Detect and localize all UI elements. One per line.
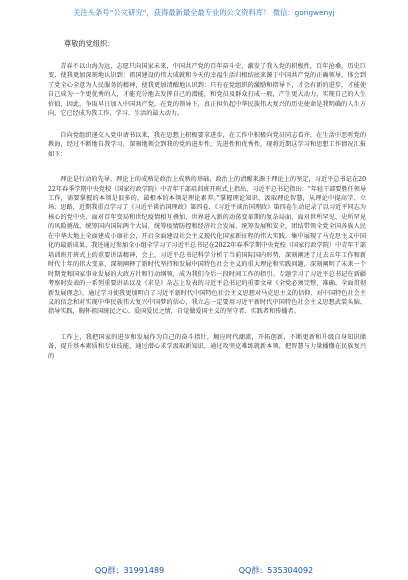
promo-header: 关注头条号“公文研究”，获得最新最全最专业的公文资料库！ 微信：gongwenyj xyxy=(73,8,335,17)
letter-body xyxy=(48,38,366,373)
paragraph-2: 自向党组织递交入党申请书以来，我在思想上积极要求进步，在工作中积极向党员同志看齐，在生活中恶听党的教诲，经过不断地自我学习，深刻地领会到我的党的进步性、先进性和优秀性，现将近期这学习和思想工作情况汇报如下： xyxy=(48,131,366,158)
paragraph-3: 理论是行动的先导，理论上的成熟是政治上成熟的基础，政治上的清醒来源于理论上的坚定，习近平总书记在2022年春季学期中央党校（国家行政学院）中青年干部培训班开班式上指出，习近平总书记指出：“年轻干部要胜任领导工作，需要掌握的本领是很多的，最根本的本领是理论素养。”掌握理论知识、汲取理论智慧，从理论中提高学、立场、思路，近期我重点学习了《习近平谈治国理政》第四卷、《习近平谈治国理政》第四卷生动记录了以习近平同志为核心的党中央，面对百年变局和世纪疫情相互叠加、世界进入新的动荡变革期的复杂局面，面对世所罕见、史所罕见的风险挑战，统筹国内国际两个大局，统筹疫情防控和经济社会发展，统筹发展和安全，团结带领全党全国各族人民在中华大地上全面建成小康社会，开启全面建设社会主义现代化国家新征程的伟大实践，集中展现了马克思主义中国化的最新成果、我还通过参加全小组全学习了习近平总书记在2022年春季学期中央党校（国家行政学院）中青年干部培训班开班式上的重要讲话精神，会上，习近平总书记科学分析了当前国际国内形势，深刻阐述了过去五年工作和新时代十年的伟大变革，深刻阐释了新时代坚持和发展中国特色社会主义的重大理论和实践问题，深刻阐明了未来一个时期党和国家事业发展的大政方针和行动纲领，成为我们今后一段时间工作的指引。专题学习了习近平总书记在新疆考察时发表的一系列重要讲话以及《求是》杂志上发表的习近平总书记的重要文章《全党必须完整、准确、全面贯彻新发展理念》，通过学习使我更加明白了习近平新时代中国特色社会主义思想对马克思主义的信仰、对中国特色社会主义的信念和对实现中华民族伟大复兴中国梦的信心，我立志一定要用习近平新时代中国特色社会主义思想武装头脑、指导实践，胸怀祖国统民之心、爱国爱民之情，自觉做爱国主义的坚守者、实践者和传播者。 xyxy=(48,176,366,316)
paragraph-4: 工作上，我把国家的进步和发展作为自己的奋斗指针，顺应时代潮流，开拓创新，不断更新和升级自身知识储备，提升基本素质和专业技能，通过潜心求学汲取新知识，通过攻坚克难练就新本领，把智慧与力量播撒在民族复兴的 xyxy=(48,333,366,360)
salutation: 尊敬的党组织： xyxy=(64,39,115,48)
qq-group-1: QQ群：31991489 xyxy=(94,566,165,575)
paragraph-1: 青春不以山海为远，志愿只向国家未来，中国共产党的百年奋斗史，激发了我入党的积极性，百年沧桑，历史巨变，使我更加深刻地认识到：祖国建设的伟大成就和今天的幸福生活归根结底来源于中国共产党的正确领导，体会到了党全心全意为人民服务的精神，使我更加清醒地认识到：只有在党组织的激励和指导下，才会有新的进步，才能使自己成为一个更优秀的人，才能充分地去发挥自己的潜能，和党员及群众打成一般，产生更大动力，实现自己的人生价值，因此，争取早日加入中国共产党，在党的领导下，真正担负起中华民族伟大复兴的历史使命是我明确的人生方向，它已经成为我工作、学习、生活的最大动力。 xyxy=(48,63,366,118)
footer-contacts xyxy=(0,565,408,576)
qq-group-2: QQ群：535304092 xyxy=(238,566,314,575)
